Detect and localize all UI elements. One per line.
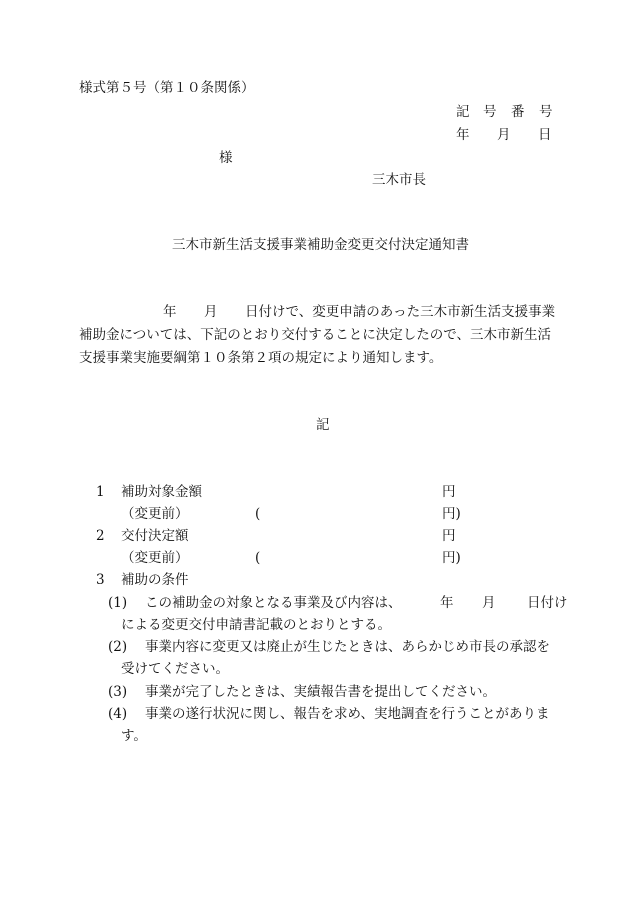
record-number-char: 号 (483, 104, 497, 120)
body-year-label: 年 (163, 304, 177, 320)
item-2-before-paren: ( (255, 550, 261, 566)
item-2-number: 2 (96, 528, 105, 544)
date-day-label: 日 (538, 127, 552, 143)
body-line-1 (163, 306, 555, 320)
record-number-char: 号 (539, 104, 553, 120)
item-2-before-yen: 円) (442, 550, 461, 566)
item-1-label: 補助対象金額 (121, 484, 202, 500)
form-label: 様式第５号（第１０条関係） (79, 80, 255, 96)
record-number-char: 番 (511, 104, 525, 120)
document-title: 三木市新生活支援事業補助金変更交付決定通知書 (172, 237, 469, 253)
condition-2-marker: (2) (108, 639, 128, 655)
item-3-label: 補助の条件 (121, 572, 189, 588)
item-3-number: 3 (96, 572, 105, 588)
item-1-before-paren: ( (255, 506, 261, 522)
item-2-label: 交付決定額 (121, 528, 189, 544)
condition-1-year: 年 (440, 595, 454, 611)
condition-1-text: この補助金の対象となる事業及び内容は、 (145, 595, 402, 611)
issuer-name: 三木市長 (372, 172, 426, 188)
item-1-before-yen: 円) (442, 506, 461, 522)
condition-4-marker: (4) (108, 706, 128, 722)
item-1-before-label: （変更前） (121, 506, 189, 522)
item-1-yen: 円 (442, 484, 456, 500)
condition-4-line-1: 事業の遂行状況に関し、報告を求め、実地調査を行うことがありま (145, 706, 550, 722)
ki-heading: 記 (316, 417, 330, 433)
condition-1-line-2: による変更交付申請書記載のとおりとする。 (121, 617, 391, 633)
condition-1-marker: (1) (108, 595, 128, 611)
date-month-label: 月 (497, 127, 511, 143)
condition-4-line-2: す。 (121, 728, 147, 744)
condition-1-day: 日付け (527, 595, 568, 611)
record-number-char: 記 (456, 104, 470, 120)
item-2-yen: 円 (442, 528, 456, 544)
condition-3-line-1: 事業が完了したときは、実績報告書を提出してください。 (145, 684, 496, 700)
body-line-1-text: 日付けで、変更申請のあった三木市新生活支援事業 (245, 304, 556, 320)
date-label (456, 129, 552, 143)
addressee-suffix: 様 (219, 150, 233, 166)
condition-3-marker: (3) (108, 684, 128, 700)
item-1-number: 1 (96, 484, 105, 500)
condition-1-line-1 (145, 597, 402, 611)
body-month-label: 月 (204, 304, 218, 320)
date-year-label: 年 (456, 127, 470, 143)
condition-1-month: 月 (482, 595, 496, 611)
record-number-label (456, 106, 553, 120)
condition-2-line-1: 事業内容に変更又は廃止が生じたときは、あらかじめ市長の承認を (145, 639, 550, 655)
body-line-3: 支援事業実施要綱第１０条第２項の規定により通知します。 (79, 350, 443, 366)
item-2-before-label: （変更前） (121, 550, 189, 566)
body-line-2: 補助金については、下記のとおり交付することに決定したので、三木市新生活 (79, 327, 551, 343)
condition-2-line-2: 受けてください。 (121, 661, 229, 677)
